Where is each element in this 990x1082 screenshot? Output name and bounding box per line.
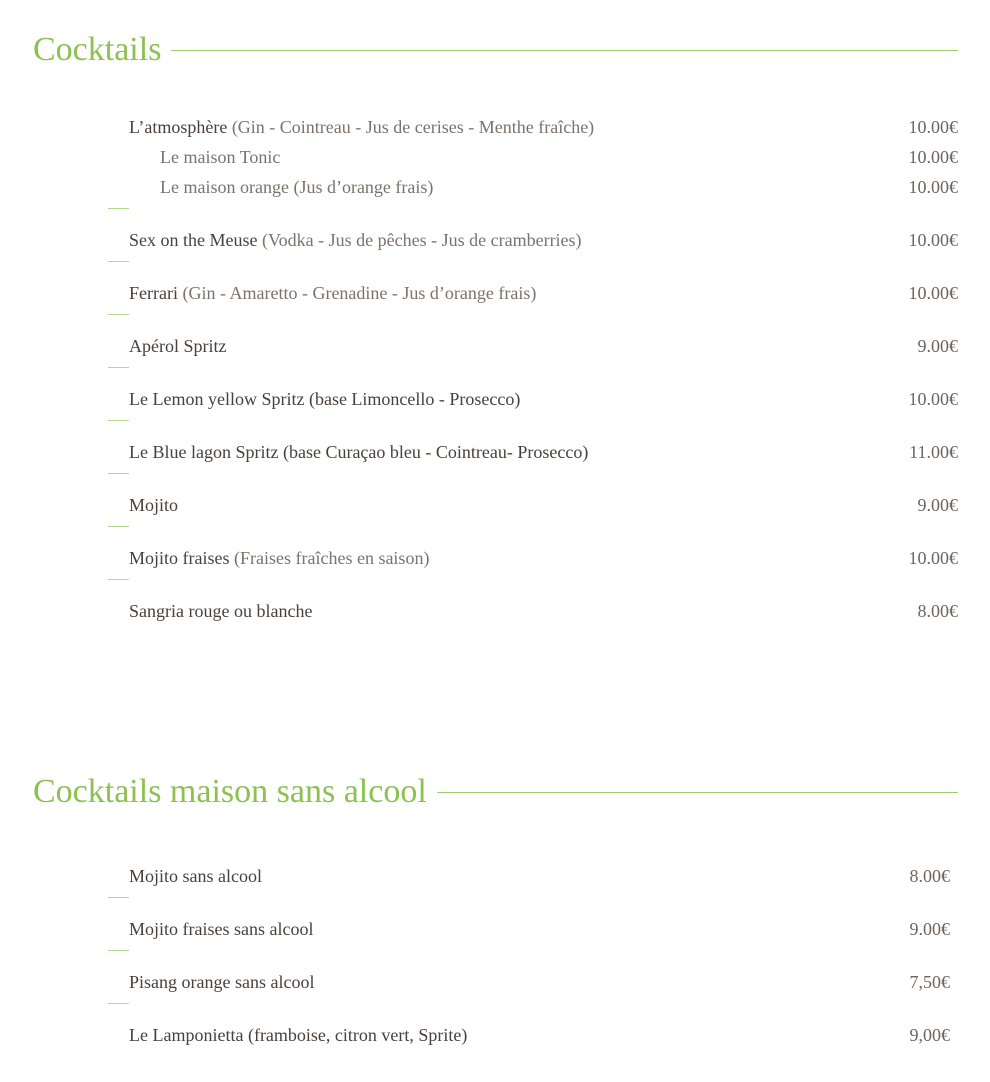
section-title: Cocktails maison sans alcool bbox=[33, 773, 427, 810]
item-name bbox=[129, 866, 262, 887]
item-title: Mojito fraises bbox=[129, 548, 230, 568]
item-price: 9,00€ bbox=[909, 1025, 950, 1045]
item-price: 8.00€ bbox=[909, 866, 950, 886]
menu-item-variant bbox=[108, 144, 958, 174]
item-name bbox=[129, 548, 429, 569]
menu-item bbox=[108, 114, 958, 144]
item-title: Pisang orange sans alcool bbox=[129, 972, 315, 992]
section-title-rule bbox=[437, 792, 958, 793]
menu-item bbox=[108, 227, 958, 257]
item-name bbox=[129, 389, 520, 410]
item-price: 10.00€ bbox=[908, 283, 958, 303]
section-title: Cocktails bbox=[33, 31, 162, 68]
item-separator bbox=[108, 893, 950, 916]
item-description: (Gin - Amaretto - Grenadine - Jus d’orange frais) bbox=[177, 283, 537, 303]
item-separator bbox=[108, 469, 958, 492]
item-separator bbox=[108, 999, 950, 1022]
item-title: Ferrari bbox=[129, 283, 178, 303]
item-separator bbox=[108, 946, 950, 969]
item-price: 9.00€ bbox=[917, 495, 958, 515]
item-title: Apérol Spritz bbox=[129, 336, 227, 356]
menu-item bbox=[108, 386, 958, 416]
item-separator bbox=[108, 310, 958, 333]
item-title: Sangria rouge ou blanche bbox=[129, 601, 313, 621]
item-title: Le Lemon yellow Spritz (base Limoncello - Prosecco) bbox=[129, 389, 521, 409]
item-price: 7,50€ bbox=[909, 972, 950, 992]
menu-item-variant bbox=[108, 174, 958, 204]
item-separator bbox=[108, 575, 958, 598]
item-title: Le Blue lagon Spritz (base Curaçao bleu - Cointreau- Prosecco) bbox=[129, 442, 589, 462]
item-description: (Vodka - Jus de pêches - Jus de cramberries) bbox=[257, 230, 582, 250]
menu-item bbox=[108, 916, 950, 946]
item-name bbox=[129, 336, 226, 357]
item-title: Mojito fraises sans alcool bbox=[129, 919, 314, 939]
item-title: Mojito sans alcool bbox=[129, 866, 262, 886]
item-separator bbox=[108, 416, 958, 439]
item-price: 11.00€ bbox=[909, 442, 958, 462]
menu-item bbox=[108, 439, 958, 469]
menu-item bbox=[108, 598, 958, 628]
menu-item bbox=[108, 1022, 950, 1052]
item-price: 9.00€ bbox=[909, 919, 950, 939]
item-price: 10.00€ bbox=[908, 177, 958, 197]
section-title-rule bbox=[171, 50, 958, 51]
item-price: 10.00€ bbox=[908, 147, 958, 167]
item-price: 10.00€ bbox=[908, 117, 958, 137]
item-price: 10.00€ bbox=[908, 230, 958, 250]
menu-item bbox=[108, 545, 958, 575]
menu-list bbox=[108, 863, 950, 1052]
item-separator bbox=[108, 522, 958, 545]
item-name bbox=[129, 972, 314, 993]
section-header bbox=[33, 28, 958, 72]
item-name bbox=[129, 1025, 467, 1046]
menu-item bbox=[108, 492, 958, 522]
item-name bbox=[129, 919, 313, 940]
item-title: L’atmosphère bbox=[129, 117, 228, 137]
menu-item bbox=[108, 333, 958, 363]
item-separator bbox=[108, 204, 958, 227]
item-title: Le Lamponietta (framboise, citron vert, Sprite) bbox=[129, 1025, 468, 1045]
item-name bbox=[129, 601, 312, 622]
item-name bbox=[129, 283, 536, 304]
item-name: Le maison orange (Jus d’orange frais) bbox=[160, 177, 434, 197]
section-header bbox=[33, 770, 958, 814]
item-name bbox=[129, 117, 594, 138]
item-description: (Fraises fraîches en saison) bbox=[229, 548, 430, 568]
menu-item bbox=[108, 280, 958, 310]
item-name bbox=[129, 442, 588, 463]
item-price: 9.00€ bbox=[917, 336, 958, 356]
item-price: 8.00€ bbox=[917, 601, 958, 621]
item-title: Mojito bbox=[129, 495, 179, 515]
item-price: 10.00€ bbox=[908, 548, 958, 568]
item-title: Sex on the Meuse bbox=[129, 230, 258, 250]
item-name: Le maison Tonic bbox=[160, 147, 281, 167]
item-name bbox=[129, 230, 582, 251]
menu-item bbox=[108, 969, 950, 999]
item-name bbox=[129, 495, 178, 516]
item-description: (Gin - Cointreau - Jus de cerises - Menthe fraîche) bbox=[227, 117, 595, 137]
menu-item bbox=[108, 863, 950, 893]
item-separator bbox=[108, 363, 958, 386]
item-separator bbox=[108, 257, 958, 280]
menu-list bbox=[108, 114, 958, 628]
item-price: 10.00€ bbox=[908, 389, 958, 409]
